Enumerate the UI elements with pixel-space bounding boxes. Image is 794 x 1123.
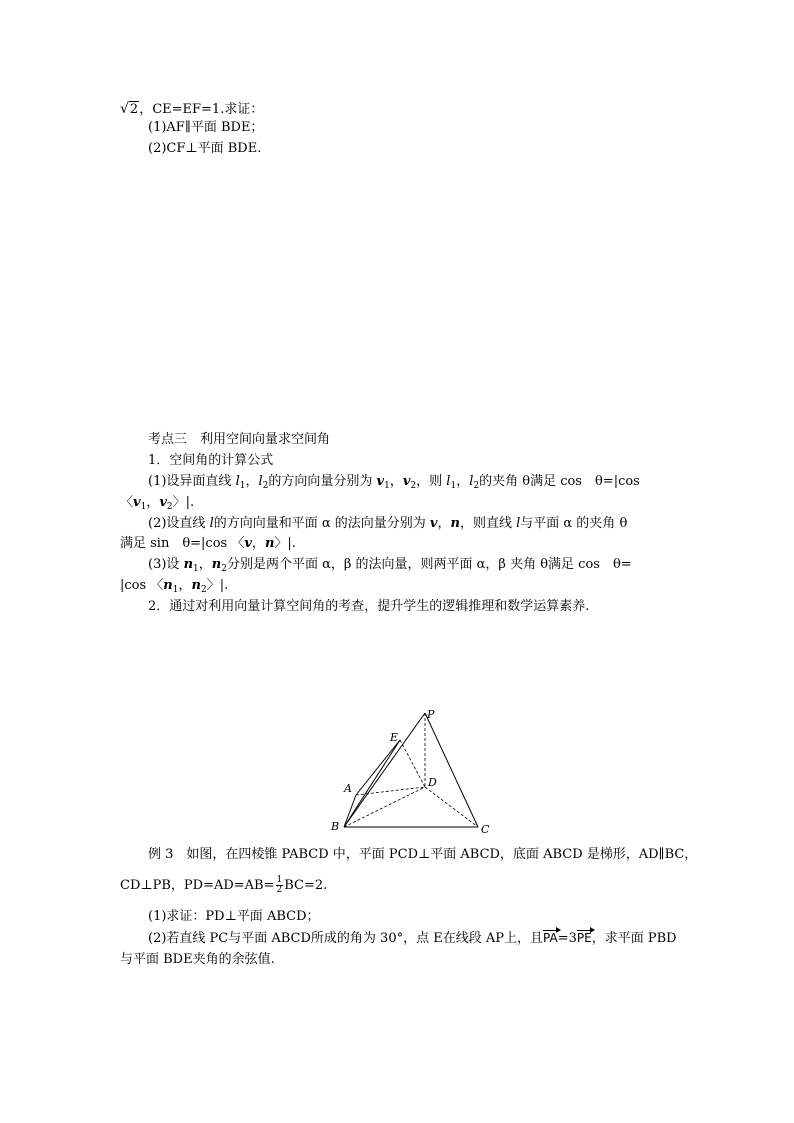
pyramid-figure — [320, 700, 500, 840]
condition-text: ，CE=EF=1.求证： — [139, 102, 264, 117]
edge-AD — [356, 787, 425, 795]
formula-2-line-2: 满足 sin θ=|cos 〈v，n〉|. — [120, 536, 296, 551]
sqrt-symbol: √2 — [120, 101, 139, 117]
edge-BE — [344, 740, 400, 827]
label-C: C — [481, 823, 490, 836]
edge-DC — [425, 787, 478, 827]
edge-ED — [400, 740, 425, 787]
vector-PA: PA — [543, 931, 558, 945]
label-E: E — [390, 731, 399, 744]
formula-3-line-2: |cos 〈$n_1$，$n_2$〉|. — [120, 578, 229, 595]
formula-1-line-1: (1)设异面直线 $l_1$，$l_2$的方向向量分别为 $v_1$，$v_2$，则 $l_1$，$l_2$的夹角 θ满足 cos θ=|cos — [148, 474, 640, 491]
proof-part-1: (1)AF∥平面 BDE； — [148, 120, 264, 135]
edge-BD — [344, 787, 425, 827]
item-2-text: 2．通过对利用向量计算空间角的考查，提升学生的逻辑推理和数学运算素养. — [148, 599, 590, 614]
formula-3-line-1: (3)设 $n_1$，$n_2$分别是两个平面 α，β 的法向量，则两平面 α，β 夹角 θ满足 cos θ= — [148, 557, 632, 574]
edge-PC — [425, 713, 478, 827]
example-3-line-2: CD⊥PB，PD=AD=AB= $\frac{1}{2}$ BC=2. — [120, 875, 328, 895]
question-1: (1)求证：PD⊥平面 ABCD； — [148, 909, 320, 924]
formula-1-line-2: 〈$v_1$，$v_2$〉|. — [120, 495, 195, 512]
question-2-line-2: 与平面 BDE夹角的余弦值. — [120, 952, 275, 967]
question-2-line-1: (2)若直线 PC与平面 ABCD所成的角为 30°，点 E在线段 AP上，且PA=3PE，求平面 PBD — [148, 931, 677, 946]
section-title: 考点三 利用空间向量求空间角 — [148, 432, 331, 447]
formula-2-line-1: (2)设直线 l的方向向量和平面 α 的法向量分别为 v，n，则直线 l与平面 α 的夹角 θ — [148, 516, 628, 531]
example-3-head: 例 3 如图，在四棱锥 PABCD 中，平面 PCD⊥平面 ABCD，底面 ABCD 是梯形，AD∥BC， — [148, 847, 698, 862]
label-P: P — [427, 708, 435, 721]
condition-line — [120, 100, 263, 119]
vector-PE: PE — [576, 931, 592, 945]
fraction-one-half: $\frac{1}{2}$ — [276, 875, 283, 895]
edge-PB — [344, 713, 425, 827]
label-B: B — [331, 820, 340, 833]
label-D: D — [428, 776, 437, 789]
item-1-heading: 1．空间角的计算公式 — [148, 453, 274, 468]
proof-part-2: (2)CF⊥平面 BDE. — [148, 141, 262, 156]
edge-AE — [356, 740, 400, 795]
label-A: A — [344, 782, 352, 795]
